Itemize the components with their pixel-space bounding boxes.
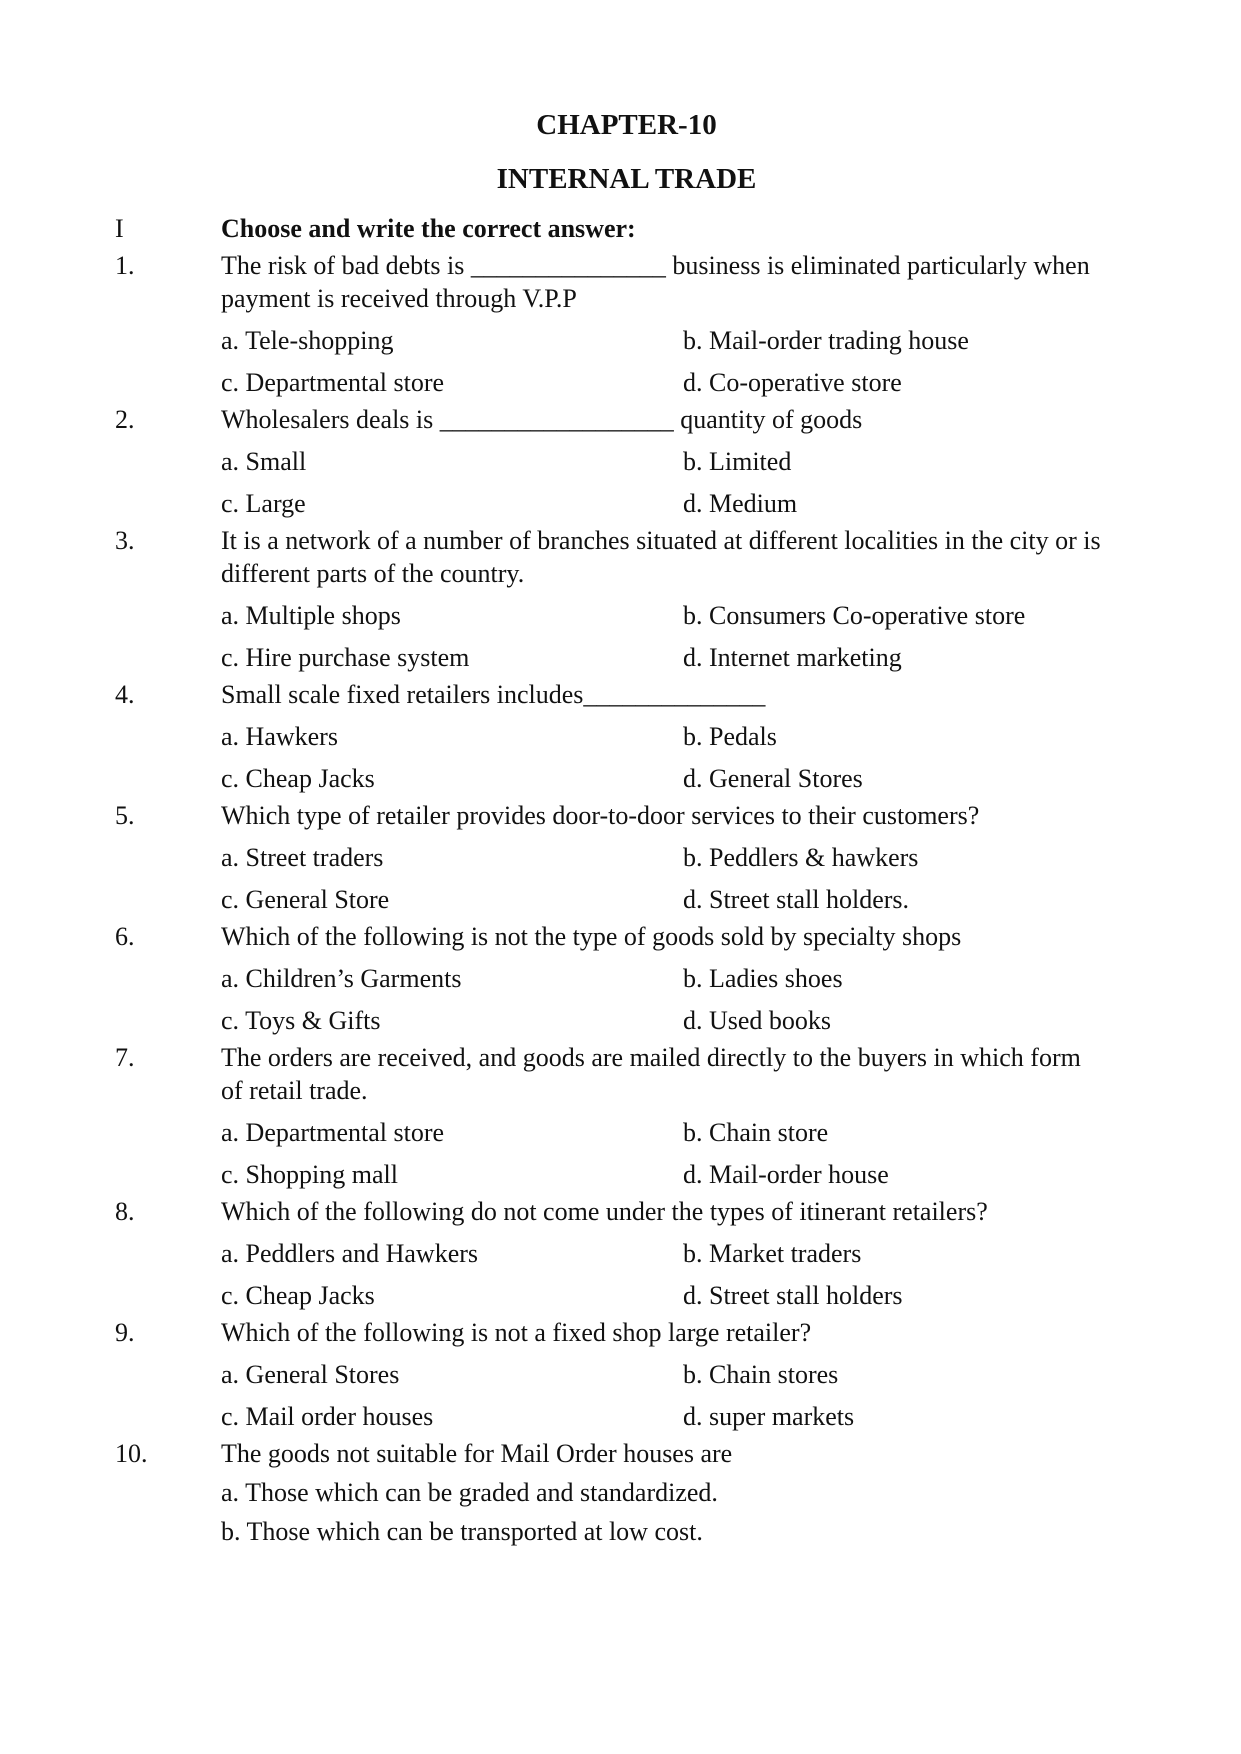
option-row [0, 1153, 1241, 1195]
option-row [0, 715, 1241, 757]
option-c: c. Shopping mall [221, 1160, 398, 1189]
option-b: b. Peddlers & hawkers [683, 843, 919, 872]
question-number: 4. [115, 680, 135, 709]
option-d: d. super markets [683, 1402, 855, 1431]
option-row [0, 594, 1241, 636]
option-b: b. Market traders [683, 1239, 862, 1268]
option-row [0, 957, 1241, 999]
option-d: d. Mail-order house [683, 1160, 889, 1189]
option-row [0, 878, 1241, 920]
question-text: Which of the following is not the type of goods sold by specialty shops [221, 922, 962, 951]
chapter-title: INTERNAL TRADE [496, 163, 757, 195]
option-a: a. Peddlers and Hawkers [221, 1239, 479, 1268]
question-item [0, 920, 1241, 953]
question-item [0, 799, 1241, 832]
option-c: c. General Store [221, 885, 390, 914]
question-list [0, 249, 1241, 1437]
question-item [0, 678, 1241, 711]
option-row [0, 757, 1241, 799]
question-number: 2. [115, 405, 135, 434]
question-text: Which of the following do not come under the types of itinerant retailers? [221, 1197, 988, 1226]
option-a: a. Multiple shops [221, 601, 401, 630]
option-a: a. Hawkers [221, 722, 338, 751]
section-instruction: Choose and write the correct answer: [221, 214, 636, 243]
question-item [0, 524, 1241, 590]
option-row [0, 440, 1241, 482]
chapter-heading: CHAPTER-10 [536, 109, 717, 141]
option-row [0, 1232, 1241, 1274]
option-d: d. Street stall holders [683, 1281, 903, 1310]
option-b: b. Chain stores [683, 1360, 839, 1389]
question-text: Which type of retailer provides door-to-door services to their customers? [221, 801, 980, 830]
option-c: c. Mail order houses [221, 1402, 434, 1431]
option-a: a. General Stores [221, 1360, 400, 1389]
option-a: a. Tele-shopping [221, 326, 394, 355]
question-item [0, 1316, 1241, 1349]
question-number: 7. [115, 1043, 135, 1072]
option-b: b. Mail-order trading house [683, 326, 969, 355]
question-10-option-b: b. Those which can be transported at low cost. [221, 1517, 703, 1546]
question-text: Which of the following is not a fixed shop large retailer? [221, 1318, 812, 1347]
option-b: b. Chain store [683, 1118, 829, 1147]
option-row [0, 836, 1241, 878]
question-number: 10. [115, 1439, 148, 1468]
question-10-option-a: a. Those which can be graded and standardized. [221, 1478, 718, 1507]
question-number: 3. [115, 526, 135, 555]
question-item [0, 1041, 1241, 1107]
option-c: c. Cheap Jacks [221, 1281, 375, 1310]
question-text: The goods not suitable for Mail Order houses are [221, 1439, 733, 1468]
option-row [0, 361, 1241, 403]
section-header [0, 212, 1241, 245]
question-number: 1. [115, 251, 135, 280]
option-d: d. Used books [683, 1006, 832, 1035]
option-row [0, 319, 1241, 361]
option-d: d. Street stall holders. [683, 885, 910, 914]
option-a: a. Children’s Garments [221, 964, 462, 993]
option-row [0, 1274, 1241, 1316]
option-b: b. Ladies shoes [683, 964, 843, 993]
question-text: It is a network of a number of branches situated at different localities in the city or is different parts of the country. [221, 526, 1101, 588]
question-item [0, 249, 1241, 315]
question-number: 6. [115, 922, 135, 951]
option-row [0, 1353, 1241, 1395]
question-item [0, 403, 1241, 436]
question-item [0, 1195, 1241, 1228]
option-d: d. Co-operative store [683, 368, 902, 397]
option-row [0, 482, 1241, 524]
question-text: Small scale fixed retailers includes______________ [221, 680, 766, 709]
section-number: I [115, 214, 124, 243]
option-c: c. Departmental store [221, 368, 445, 397]
question-text: The risk of bad debts is _______________ business is eliminated particularly when payment is received through V.P.P [221, 251, 1090, 313]
question-number: 8. [115, 1197, 135, 1226]
option-a: a. Departmental store [221, 1118, 445, 1147]
option-d: d. Internet marketing [683, 643, 902, 672]
question-section [0, 212, 1241, 1548]
option-b: b. Consumers Co-operative store [683, 601, 1026, 630]
option-a: a. Street traders [221, 843, 384, 872]
option-b: b. Limited [683, 447, 792, 476]
question-text: The orders are received, and goods are mailed directly to the buyers in which form of retail trade. [221, 1043, 1081, 1105]
question-number: 5. [115, 801, 135, 830]
option-b: b. Pedals [683, 722, 777, 751]
option-d: d. Medium [683, 489, 798, 518]
option-c: c. Cheap Jacks [221, 764, 375, 793]
option-row [0, 999, 1241, 1041]
question-text: Wholesalers deals is __________________ quantity of goods [221, 405, 863, 434]
option-c: c. Toys & Gifts [221, 1006, 381, 1035]
option-d: d. General Stores [683, 764, 863, 793]
option-c: c. Large [221, 489, 306, 518]
option-a: a. Small [221, 447, 307, 476]
option-row [0, 1111, 1241, 1153]
option-row [0, 636, 1241, 678]
question-10 [0, 1437, 1241, 1470]
question-number: 9. [115, 1318, 135, 1347]
option-row [0, 1395, 1241, 1437]
option-c: c. Hire purchase system [221, 643, 470, 672]
